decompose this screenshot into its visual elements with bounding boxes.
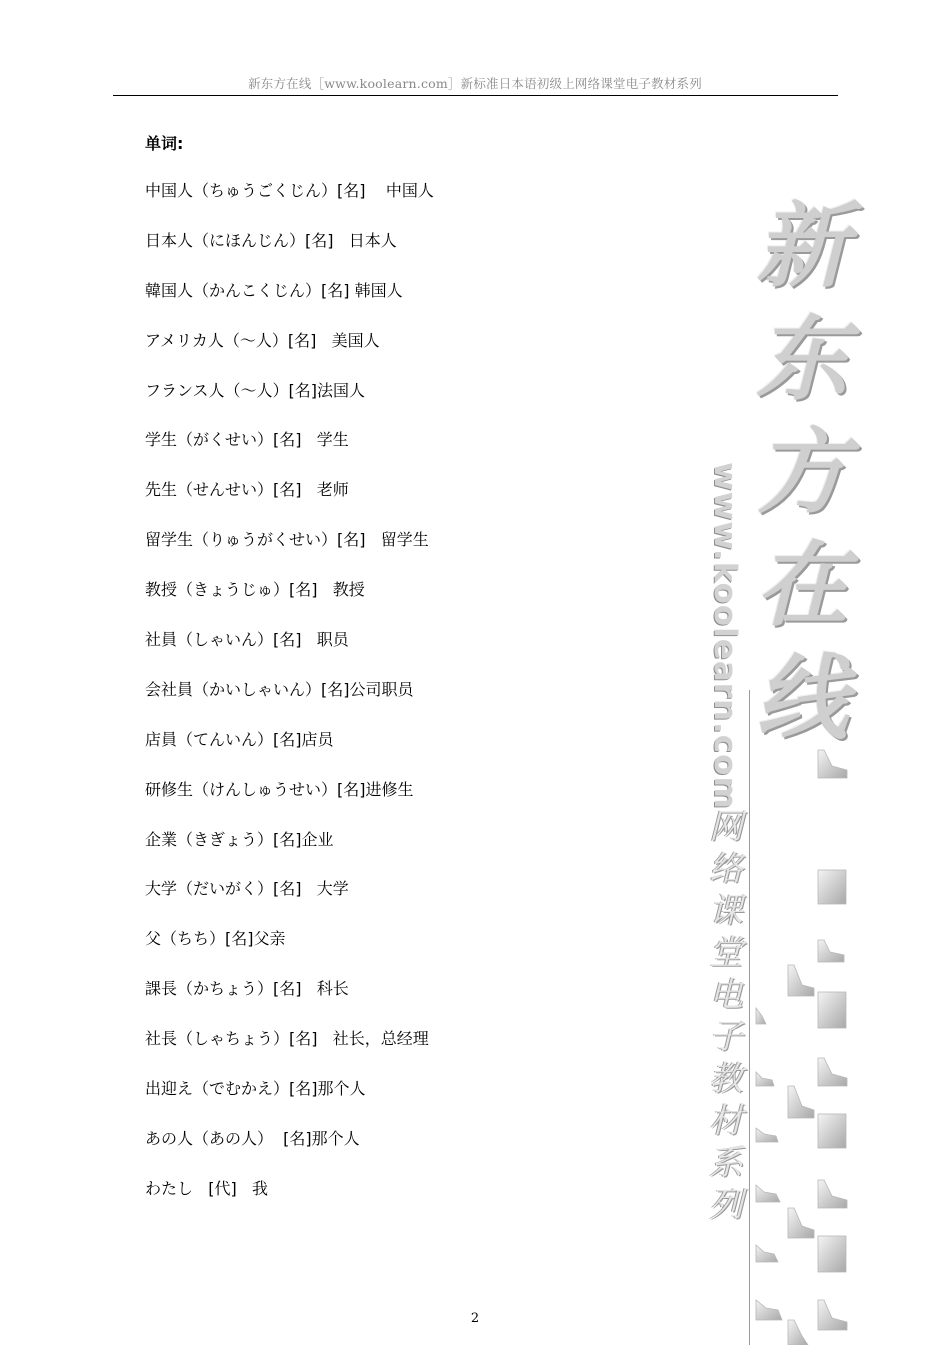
watermark-brand-char: 东 <box>755 305 848 413</box>
watermark-series-char: 络 <box>709 849 743 889</box>
vocab-item: 中国人（ちゅうごくじん）[名] 中国人 <box>145 181 434 200</box>
watermark-series-char: 课 <box>709 891 743 931</box>
watermark-brand-char: 方 <box>755 418 848 526</box>
watermark-url: www.koolearn.com <box>707 462 743 810</box>
watermark-brand-char: 在 <box>755 531 848 639</box>
vocab-item: 研修生（けんしゅうせい）[名]进修生 <box>145 779 414 799</box>
watermark-brand <box>752 190 852 755</box>
vocab-item: 企業（きぎょう）[名]企业 <box>145 829 334 849</box>
watermark-series-char: 材 <box>709 1101 743 1141</box>
vocab-item: 学生（がくせい）[名] 学生 <box>145 430 349 450</box>
vocab-item: 大学（だいがく）[名] 大学 <box>145 879 349 899</box>
vocab-item: 韓国人（かんこくじん）[名] 韩国人 <box>145 280 403 300</box>
watermark-series-char: 堂 <box>709 933 743 973</box>
vocab-item: 社員（しゃいん）[名] 职员 <box>145 630 349 650</box>
watermark-side-line <box>749 690 750 1345</box>
watermark-shape <box>756 750 847 1345</box>
vocab-item: 教授（きょうじゅ）[名] 教授 <box>145 580 365 600</box>
vocab-item: フランス人（～人）[名]法国人 <box>145 380 366 400</box>
vocab-item: 留学生（りゅうがくせい）[名] 留学生 <box>145 530 429 550</box>
watermark-step-graphics <box>752 740 862 1345</box>
vocab-item: 先生（せんせい）[名] 老师 <box>145 480 349 500</box>
vocab-list <box>145 181 434 1229</box>
section-heading: 单词: <box>145 134 184 153</box>
vocab-item: 課長（かちょう）[名] 科长 <box>145 979 349 999</box>
watermark-brand-char: 线 <box>755 644 848 752</box>
vocab-item: 日本人（にほんじん）[名] 日本人 <box>145 230 397 250</box>
page-number: 2 <box>470 1311 480 1326</box>
vocab-item: 父（ちち）[名]父亲 <box>145 929 286 949</box>
vocab-item: アメリカ人（～人）[名] 美国人 <box>145 330 380 350</box>
watermark-series-char: 列 <box>709 1185 743 1225</box>
watermark-series-char: 电 <box>709 975 743 1015</box>
watermark-series-char: 系 <box>709 1143 743 1183</box>
vocab-item: あの人（あの人） [名]那个人 <box>145 1128 360 1148</box>
vocab-item: 出迎え（でむかえ）[名]那个人 <box>145 1079 366 1099</box>
watermark-series <box>706 806 746 1226</box>
vocab-item: わたし [代] 我 <box>145 1178 269 1198</box>
watermark-series-char: 网 <box>709 807 743 847</box>
vocab-item: 店員（てんいん）[名]店员 <box>145 729 334 749</box>
header-rule <box>113 95 838 96</box>
vocab-item: 社長（しゃちょう）[名] 社长，总经理 <box>145 1029 429 1049</box>
watermark-brand-char: 新 <box>755 192 848 300</box>
watermark-series-char: 教 <box>709 1059 743 1099</box>
vocab-item: 会社員（かいしゃいん）[名]公司职员 <box>145 679 414 699</box>
watermark-series-char: 子 <box>709 1017 743 1057</box>
running-header: 新东方在线［www.koolearn.com］新标准日本语初级上网络课堂电子教材系列 <box>248 76 702 91</box>
